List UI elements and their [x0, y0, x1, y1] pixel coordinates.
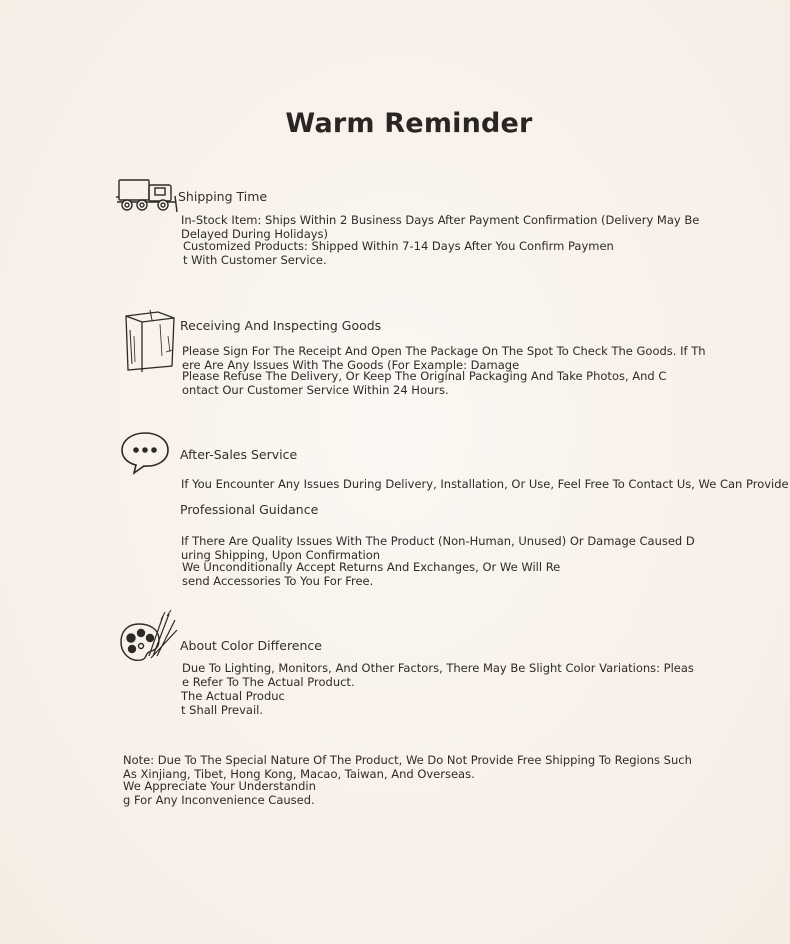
aftersales-quality-text: If There Are Quality Issues With The Product (Non-Human, Unused) Or Damage Caused D uring Shipping, Upon Confirmation [181, 534, 695, 562]
section-heading-color: About Color Difference [180, 638, 322, 653]
palette-icon [119, 610, 181, 668]
note-shipping-text: Note: Due To The Special Nature Of The Product, We Do Not Provide Free Shipping To Regions Such As Xinjiang, Tibet, Hong Kong, Macao, Taiwan, And Overseas. [123, 753, 692, 781]
section-heading-shipping: Shipping Time [178, 189, 268, 204]
package-icon [120, 306, 180, 374]
receiving-sign-text: Please Sign For The Receipt And Open The Package On The Spot To Check The Goods. If Th ere Are Any Issues With The Goods (For Example: Damage [182, 344, 706, 372]
color-variation-text: Due To Lighting, Monitors, And Other Factors, There May Be Slight Color Variations: Pleas e Refer To The Actual Product. [182, 661, 694, 689]
note-appreciate-text: We Appreciate Your Understandin g For Any Inconvenience Caused. [123, 779, 316, 807]
page-title: Warm Reminder [285, 108, 533, 139]
truck-icon [115, 176, 179, 216]
section-heading-receiving: Receiving And Inspecting Goods [180, 318, 382, 333]
aftersales-returns-text: We Unconditionally Accept Returns And Exchanges, Or We Will Re send Accessories To You For Free. [182, 560, 561, 588]
shipping-instock-text: In-Stock Item: Ships Within 2 Business Days After Payment Confirmation (Delivery May Be Delayed During Holidays) [181, 213, 700, 241]
color-prevail-text: The Actual Produc t Shall Prevail. [181, 689, 285, 717]
receiving-refuse-text: Please Refuse The Delivery, Or Keep The Original Packaging And Take Photos, And C ontact Our Customer Service Within 24 Hours. [182, 369, 667, 397]
section-heading-aftersales: After-Sales Service [180, 447, 298, 462]
shipping-custom-text: Customized Products: Shipped Within 7-14 Days After You Confirm Paymen t With Customer Service. [183, 239, 614, 267]
section-subheading-guidance: Professional Guidance [180, 502, 319, 517]
chat-bubble-icon [120, 430, 174, 476]
aftersales-contact-text: If You Encounter Any Issues During Delivery, Installation, Or Use, Feel Free To Contact Us, We Can Provide [181, 477, 789, 491]
